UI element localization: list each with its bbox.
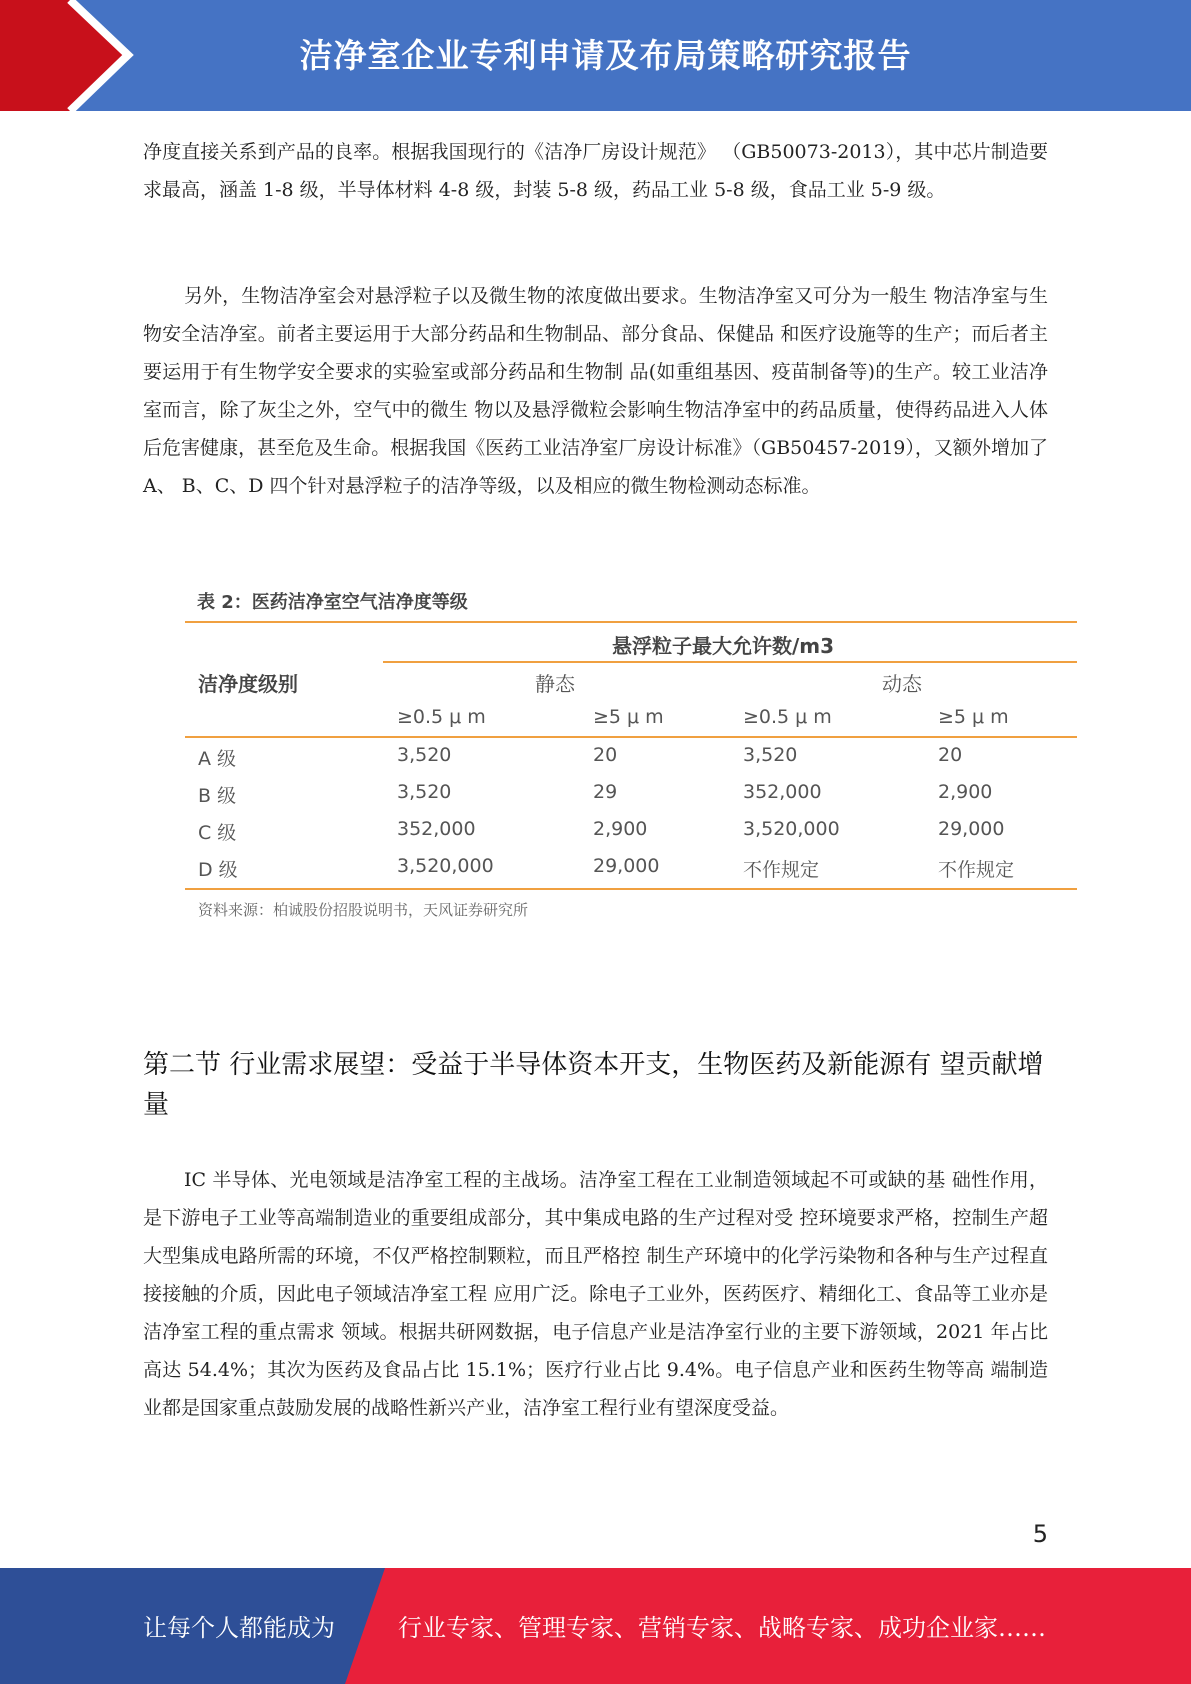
table-cell: 2,900	[938, 781, 993, 803]
table-unit-4: ≥5 μ m	[938, 706, 1009, 728]
paragraph-3: IC 半导体、光电领域是洁净室工程的主战场。洁净室工程在工业制造领域起不可或缺的基 础性作用，是下游电子工业等高端制造业的重要组成部分，其中集成电路的生产过程对受 控环境要求严格，控制生产超大型集成电路所需的环境，不仅严格控制颗粒，而且严格控 制生产环境中的化学污染物和各种与生产过程直接接触的介质，因此电子领域洁净室工程 应用广泛。除电子工业外，医药医疗、精细化工、食品等工业亦是洁净室工程的重点需求 领域。根据共研网数据，电子信息产业是洁净室行业的主要下游领域，2021 年占比高达 54.4%；其次为医药及食品占比 15.1%；医疗行业占比 9.4%。电子信息产业和医药生物等高 端制造业都是国家重点鼓励发展的战略性新兴产业，洁净室工程行业有望深度受益。	[143, 1169, 1048, 1419]
table-cell: 不作规定	[743, 859, 820, 881]
table-sub-dynamic: 动态	[882, 672, 922, 696]
table-cell: 3,520	[397, 744, 452, 766]
page-header	[0, 0, 1191, 111]
section-title: 第二节 行业需求展望：受益于半导体资本开支，生物医药及新能源有 望贡献增量	[143, 1050, 1044, 1120]
table-cell: 29,000	[593, 855, 660, 877]
paragraph-1: 净度直接关系到产品的良率。根据我国现行的《洁净厂房设计规范》 （GB50073-2013），其中芯片制造要求最高，涵盖 1-8 级，半导体材料 4-8 级，封装 5-8 级，药品工业 5-8 级，食品工业 5-9 级。	[143, 141, 1048, 201]
table-cell: 2,900	[593, 818, 648, 840]
table-cell: 不作规定	[938, 859, 1015, 881]
page-number: 5	[1032, 1520, 1048, 1548]
footer-slogan-left: 让每个人都能成为	[143, 1614, 335, 1642]
table-bottom-rule	[185, 888, 1077, 890]
table-cell: 20	[593, 744, 618, 766]
table-top-rule	[185, 621, 1077, 623]
header-title: 洁净室企业专利申请及布局策略研究报告	[299, 36, 912, 75]
table-group-rule	[383, 661, 1077, 663]
table-source: 资料来源：柏诚股份招股说明书，天风证券研究所	[198, 901, 529, 919]
table-cell: 20	[938, 744, 963, 766]
table-cell: B 级	[198, 785, 237, 807]
table-cell: 352,000	[743, 781, 822, 803]
table-sub-static: 静态	[535, 672, 575, 696]
table-cell: D 级	[198, 859, 238, 881]
paragraph-2-container	[143, 277, 1048, 505]
table-header-rule	[185, 736, 1077, 738]
table-cell: 3,520	[397, 781, 452, 803]
table-unit-2: ≥5 μ m	[593, 706, 664, 728]
cleanliness-grade-table	[185, 588, 1077, 919]
table-unit-3: ≥0.5 μ m	[743, 706, 832, 728]
table-cell: 29,000	[938, 818, 1005, 840]
table-unit-1: ≥0.5 μ m	[397, 706, 486, 728]
paragraph-1-container	[143, 133, 1048, 209]
table-caption: 表 2：医药洁净室空气洁净度等级	[197, 592, 468, 613]
table-row-header: 洁净度级别	[198, 672, 298, 696]
table-cell: 3,520,000	[397, 855, 494, 877]
paragraph-3-container	[143, 1161, 1048, 1427]
table-cell: 29	[593, 781, 618, 803]
table-cell: A 级	[198, 748, 237, 770]
table-cell: 3,520,000	[743, 818, 840, 840]
table-group-header: 悬浮粒子最大允许数/m3	[612, 634, 835, 658]
table-cell: 352,000	[397, 818, 476, 840]
table-cell: 3,520	[743, 744, 798, 766]
table-cell: C 级	[198, 822, 237, 844]
paragraph-2: 另外，生物洁净室会对悬浮粒子以及微生物的浓度做出要求。生物洁净室又可分为一般生 物洁净室与生物安全洁净室。前者主要运用于大部分药品和生物制品、部分食品、保健品 和医疗设施等的生产；而后者主要运用于有生物学安全要求的实验室或部分药品和生物制 品(如重组基因、疫苗制备等)的生产。较工业洁净室而言，除了灰尘之外，空气中的微生 物以及悬浮微粒会影响生物洁净室中的药品质量，使得药品进入人体后危害健康，甚至危及生命。根据我国《医药工业洁净室厂房设计标准》（GB50457-2019），又额外增加了 A、 B、C、D 四个针对悬浮粒子的洁净等级，以及相应的微生物检测动态标准。	[143, 285, 1048, 497]
page-footer	[0, 1568, 1191, 1684]
footer-slogan-right: 行业专家、管理专家、营销专家、战略专家、成功企业家……	[398, 1614, 1046, 1642]
